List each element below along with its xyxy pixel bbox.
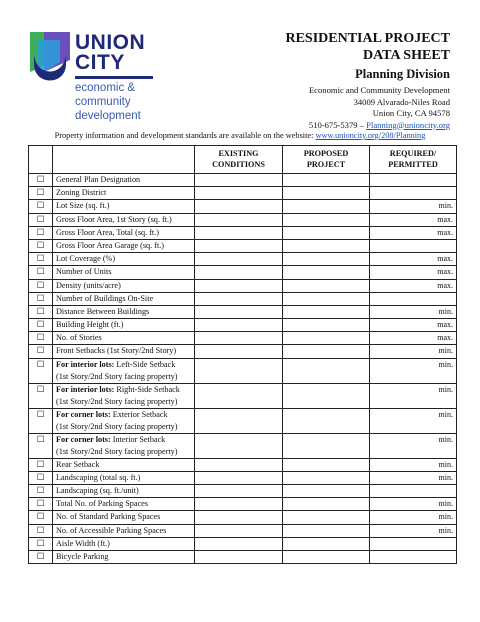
logo-sub-2: community <box>75 96 131 108</box>
row-checkbox[interactable]: ☐ <box>29 319 53 332</box>
cell-existing[interactable] <box>195 292 283 305</box>
cell-required[interactable]: min. <box>370 408 457 433</box>
row-label <box>53 187 195 200</box>
row-checkbox[interactable]: ☐ <box>29 174 53 187</box>
cell-existing[interactable] <box>195 279 283 292</box>
division-name: Planning Division <box>355 67 450 81</box>
cell-existing[interactable] <box>195 550 283 563</box>
cell-proposed[interactable] <box>283 266 370 279</box>
cell-existing[interactable] <box>195 266 283 279</box>
website-note <box>0 131 480 140</box>
row-label-line2: (1st Story/2nd Story facing property) <box>56 396 178 406</box>
table-row <box>29 174 457 187</box>
contact-line <box>285 120 450 132</box>
cell-required[interactable]: min. <box>370 345 457 358</box>
row-label <box>53 200 195 213</box>
cell-required[interactable] <box>370 187 457 200</box>
row-checkbox[interactable]: ☐ <box>29 408 53 433</box>
table-row <box>29 266 457 279</box>
cell-existing[interactable] <box>195 332 283 345</box>
row-label-text: No. of Stories <box>56 333 102 343</box>
table-row <box>29 433 457 458</box>
row-label <box>53 226 195 239</box>
row-label-text: Distance Between Buildings <box>56 306 150 316</box>
row-label-text: Number of Buildings On-Site <box>56 293 154 303</box>
table-row <box>29 319 457 332</box>
row-label <box>53 253 195 266</box>
cell-proposed[interactable] <box>283 408 370 433</box>
cell-proposed[interactable] <box>283 305 370 318</box>
table-row <box>29 292 457 305</box>
email-link[interactable]: Planning@unioncity.org <box>366 119 450 130</box>
cell-existing[interactable] <box>195 537 283 550</box>
row-label <box>53 319 195 332</box>
cell-required[interactable]: min. <box>370 200 457 213</box>
cell-required[interactable] <box>370 550 457 563</box>
row-checkbox[interactable]: ☐ <box>29 433 53 458</box>
cell-required[interactable] <box>370 485 457 498</box>
cell-required[interactable] <box>370 239 457 252</box>
row-label <box>53 305 195 318</box>
street-address: 34009 Alvarado-Niles Road <box>353 96 450 107</box>
cell-existing[interactable] <box>195 383 283 408</box>
table-row <box>29 226 457 239</box>
address-block <box>285 85 450 131</box>
logo-word-city: CITY <box>75 51 125 74</box>
table-header-row <box>29 146 457 174</box>
row-label-bold: For interior lots: <box>56 384 115 394</box>
row-checkbox[interactable]: ☐ <box>29 200 53 213</box>
cell-existing[interactable] <box>195 200 283 213</box>
cell-proposed[interactable] <box>283 537 370 550</box>
table-row <box>29 524 457 537</box>
cell-required[interactable]: min. <box>370 358 457 383</box>
row-checkbox[interactable]: ☐ <box>29 239 53 252</box>
row-label <box>53 358 195 383</box>
row-label-line2: (1st Story/2nd Story facing property) <box>56 421 178 431</box>
table-row <box>29 279 457 292</box>
table-row <box>29 550 457 563</box>
cell-existing[interactable] <box>195 305 283 318</box>
row-label <box>53 408 195 433</box>
union-city-logo <box>28 30 158 122</box>
row-label-text: Interior Setback <box>112 434 166 444</box>
row-label-text: General Plan Designation <box>56 175 141 184</box>
row-label-text: No. of Accessible Parking Spaces <box>56 525 167 535</box>
logo-sub-1: economic & <box>75 82 136 94</box>
row-label <box>53 383 195 408</box>
table-row <box>29 537 457 550</box>
cell-required[interactable]: min. <box>370 458 457 471</box>
cell-existing[interactable] <box>195 433 283 458</box>
row-checkbox[interactable]: ☐ <box>29 187 53 200</box>
row-label-text: Number of Units <box>56 267 112 277</box>
row-label <box>53 537 195 550</box>
row-checkbox[interactable]: ☐ <box>29 332 53 345</box>
row-checkbox[interactable]: ☐ <box>29 253 53 266</box>
row-label <box>53 471 195 484</box>
cell-proposed[interactable] <box>283 485 370 498</box>
row-checkbox[interactable]: ☐ <box>29 345 53 358</box>
cell-proposed[interactable] <box>283 279 370 292</box>
table-row <box>29 471 457 484</box>
cell-required[interactable]: max. <box>370 279 457 292</box>
row-label-text: Building Height (ft.) <box>56 320 124 330</box>
header-required: REQUIRED/ PERMITTED <box>370 146 457 174</box>
table-row <box>29 332 457 345</box>
table-body <box>29 174 457 564</box>
table-row <box>29 305 457 318</box>
website-link[interactable]: www.unioncity.org/208/Planning <box>315 131 426 140</box>
cell-required[interactable]: max. <box>370 213 457 226</box>
row-label <box>53 292 195 305</box>
logo-underline <box>75 76 153 79</box>
cell-proposed[interactable] <box>283 345 370 358</box>
table-row <box>29 408 457 433</box>
row-checkbox[interactable]: ☐ <box>29 292 53 305</box>
row-label <box>53 511 195 524</box>
row-label-line2: (1st Story/2nd Story facing property) <box>56 446 178 456</box>
table-row <box>29 253 457 266</box>
cell-proposed[interactable] <box>283 358 370 383</box>
cell-required[interactable]: max. <box>370 226 457 239</box>
logo-mark-icon <box>30 32 70 84</box>
title-line-1: RESIDENTIAL PROJECT <box>285 31 450 46</box>
title-line-2: DATA SHEET <box>362 48 450 63</box>
cell-proposed[interactable] <box>283 319 370 332</box>
row-checkbox[interactable]: ☐ <box>29 213 53 226</box>
row-label-text: Rear Setback <box>56 459 100 469</box>
row-label <box>53 332 195 345</box>
cell-required[interactable]: min. <box>370 471 457 484</box>
row-checkbox[interactable]: ☐ <box>29 305 53 318</box>
row-label <box>53 213 195 226</box>
row-label-text: Right-Side Setback <box>116 384 180 394</box>
row-checkbox[interactable]: ☐ <box>29 266 53 279</box>
cell-existing[interactable] <box>195 485 283 498</box>
row-label <box>53 239 195 252</box>
row-label-text: Gross Floor Area Garage (sq. ft.) <box>56 240 164 250</box>
row-label-text: Aisle Width (ft.) <box>56 538 110 548</box>
row-checkbox[interactable]: ☐ <box>29 358 53 383</box>
row-label-text: Lot Size (sq. ft.) <box>56 201 110 211</box>
row-label <box>53 345 195 358</box>
cell-proposed[interactable] <box>283 213 370 226</box>
cell-required[interactable]: max. <box>370 266 457 279</box>
cell-existing[interactable] <box>195 524 283 537</box>
cell-existing[interactable] <box>195 511 283 524</box>
row-label <box>53 498 195 511</box>
table-row <box>29 383 457 408</box>
cell-required[interactable]: min. <box>370 433 457 458</box>
table-row <box>29 200 457 213</box>
cell-existing[interactable] <box>195 358 283 383</box>
logo-sub-3: development <box>75 110 141 122</box>
cell-proposed[interactable] <box>283 187 370 200</box>
website-note-text: Property information and development standards are available on the website: <box>54 131 314 140</box>
row-label <box>53 550 195 563</box>
cell-proposed[interactable] <box>283 292 370 305</box>
cell-existing[interactable] <box>195 345 283 358</box>
header-existing: EXISTING CONDITIONS <box>195 146 283 174</box>
cell-proposed[interactable] <box>283 471 370 484</box>
row-checkbox[interactable]: ☐ <box>29 511 53 524</box>
row-label <box>53 279 195 292</box>
cell-existing[interactable] <box>195 408 283 433</box>
cell-required[interactable]: min. <box>370 498 457 511</box>
cell-proposed[interactable] <box>283 458 370 471</box>
row-label-text: Front Setbacks (1st Story/2nd Story) <box>56 346 177 356</box>
cell-existing[interactable] <box>195 319 283 332</box>
city-address: Union City, CA 94578 <box>372 108 450 118</box>
row-label-text: Bicycle Parking <box>56 551 109 561</box>
cell-required[interactable]: max. <box>370 332 457 345</box>
cell-proposed[interactable] <box>283 174 370 187</box>
row-checkbox[interactable]: ☐ <box>29 537 53 550</box>
cell-proposed[interactable] <box>283 524 370 537</box>
row-label-text: Left-Side Setback <box>116 359 176 369</box>
row-checkbox[interactable]: ☐ <box>29 458 53 471</box>
cell-required[interactable] <box>370 174 457 187</box>
cell-required[interactable]: min. <box>370 305 457 318</box>
cell-existing[interactable] <box>195 471 283 484</box>
row-label-bold: For interior lots: <box>56 359 115 369</box>
row-checkbox[interactable]: ☐ <box>29 471 53 484</box>
row-checkbox[interactable]: ☐ <box>29 383 53 408</box>
row-label-bold: For corner lots: <box>56 434 111 444</box>
cell-required[interactable]: max. <box>370 253 457 266</box>
cell-proposed[interactable] <box>283 239 370 252</box>
header-checkbox-col <box>29 146 53 174</box>
row-label-text: Landscaping (total sq. ft.) <box>56 472 141 482</box>
cell-proposed[interactable] <box>283 226 370 239</box>
cell-existing[interactable] <box>195 226 283 239</box>
cell-proposed[interactable] <box>283 200 370 213</box>
row-checkbox[interactable]: ☐ <box>29 226 53 239</box>
cell-existing[interactable] <box>195 239 283 252</box>
table-row <box>29 187 457 200</box>
row-label <box>53 174 195 187</box>
cell-existing[interactable] <box>195 458 283 471</box>
department-name: Economic and Community Development <box>308 85 450 95</box>
cell-proposed[interactable] <box>283 498 370 511</box>
cell-required[interactable]: min. <box>370 524 457 537</box>
row-checkbox[interactable]: ☐ <box>29 550 53 563</box>
cell-proposed[interactable] <box>283 383 370 408</box>
header-proposed: PROPOSED PROJECT <box>283 146 370 174</box>
table-row <box>29 239 457 252</box>
data-sheet-table <box>28 145 457 564</box>
row-label-text: Total No. of Parking Spaces <box>56 499 148 509</box>
cell-existing[interactable] <box>195 174 283 187</box>
header-label-col <box>53 146 195 174</box>
row-checkbox[interactable]: ☐ <box>29 498 53 511</box>
row-label-text: Landscaping (sq. ft./unit) <box>56 486 139 495</box>
row-checkbox[interactable]: ☐ <box>29 279 53 292</box>
logo-word-union: UNION <box>75 31 146 54</box>
cell-required[interactable] <box>370 292 457 305</box>
cell-required[interactable]: min. <box>370 383 457 408</box>
row-label <box>53 524 195 537</box>
cell-proposed[interactable] <box>283 433 370 458</box>
phone-number: 510-675-5379 – <box>308 119 365 130</box>
row-label <box>53 458 195 471</box>
table-row <box>29 213 457 226</box>
cell-proposed[interactable] <box>283 511 370 524</box>
row-label-text: Gross Floor Area, Total (sq. ft.) <box>56 227 159 237</box>
table-row <box>29 498 457 511</box>
row-label <box>53 485 195 498</box>
cell-required[interactable]: max. <box>370 319 457 332</box>
table-row <box>29 345 457 358</box>
table-row <box>29 458 457 471</box>
row-label-bold: For corner lots: <box>56 409 111 419</box>
cell-proposed[interactable] <box>283 332 370 345</box>
cell-existing[interactable] <box>195 187 283 200</box>
document-header <box>285 30 450 131</box>
row-label <box>53 433 195 458</box>
cell-required[interactable] <box>370 537 457 550</box>
row-checkbox[interactable]: ☐ <box>29 485 53 498</box>
row-label-text: Zoning District <box>56 188 107 198</box>
row-checkbox[interactable]: ☐ <box>29 524 53 537</box>
row-label-text: Gross Floor Area, 1st Story (sq. ft.) <box>56 214 172 224</box>
cell-existing[interactable] <box>195 498 283 511</box>
row-label-text: No. of Standard Parking Spaces <box>56 512 161 522</box>
row-label-text: Density (units/acre) <box>56 280 121 290</box>
table-row <box>29 511 457 524</box>
cell-existing[interactable] <box>195 253 283 266</box>
cell-proposed[interactable] <box>283 253 370 266</box>
row-label-text: Exterior Setback <box>112 409 168 419</box>
table-row <box>29 485 457 498</box>
row-label-text: Lot Coverage (%) <box>56 254 116 264</box>
row-label <box>53 266 195 279</box>
cell-existing[interactable] <box>195 213 283 226</box>
table-row <box>29 358 457 383</box>
cell-required[interactable]: min. <box>370 511 457 524</box>
cell-proposed[interactable] <box>283 550 370 563</box>
row-label-line2: (1st Story/2nd Story facing property) <box>56 371 178 381</box>
